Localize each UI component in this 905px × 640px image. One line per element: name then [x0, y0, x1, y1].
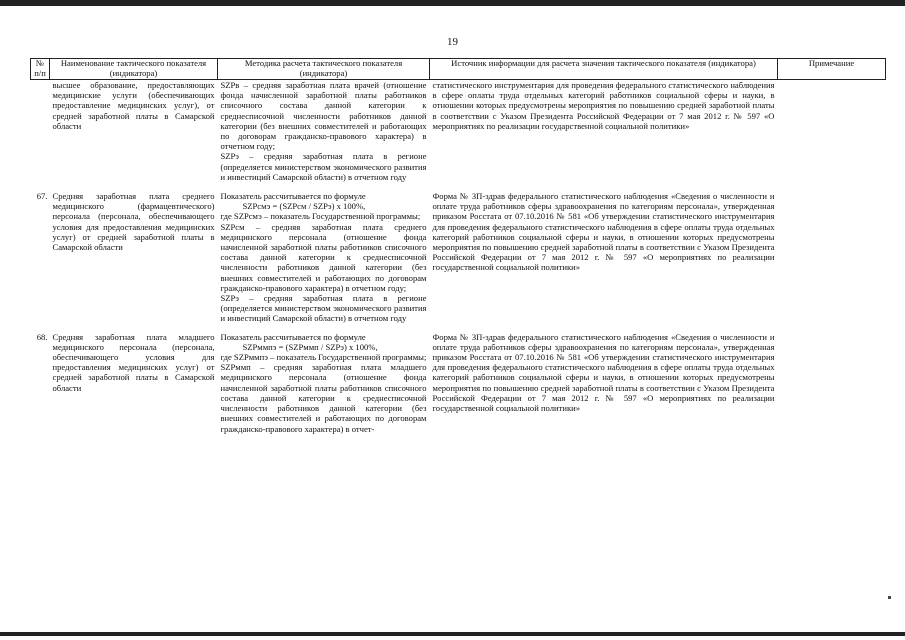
method-paragraph: SZPэ – средняя заработная плата в регионе (определяется министерством экономического развития и инвестиций Самарской области) в отчетном году	[220, 151, 427, 182]
method-paragraph: SZPв – средняя заработная плата врачей (отношение фонда начисленной заработной платы работников списочного состава данной категории к среднесписочной численности работников данной категории (без внешних совместителей и работающих по договорам гражданско-правового характера) в отчетном году;	[220, 80, 427, 152]
source-cell: Форма № ЗП-здрав федерального статистического наблюдения «Сведения о численности и оплате труда работников сферы здравоохранения по категориям персонала», утвержденная приказом Росстата от 07.10.2016 № 581 «Об утверждении статистического инструментария для проведения федерального статистического наблюдения в сфере оплаты труда отдельных категорий работников социальной сферы и науки, в отношении которых предусмотрены мероприятия по повышению средней заработной платы в соответствии с Указом Президента Российской Федерации от 7 мая 2012 г. № 597 «О мероприятиях по реализации государственной социальной политики»	[432, 331, 775, 414]
method-paragraph: Показатель рассчитывается по формуле	[220, 331, 366, 342]
indicator-table-page	[30, 58, 886, 482]
scan-bottom-border	[0, 632, 905, 636]
method-cell-clip	[221, 332, 427, 482]
indicator-table	[30, 58, 886, 482]
source-cell: статистического инструментария для проведения федерального статистического наблюдения в сфере оплаты труда отдельных категорий работников социальной сферы и науки, в отношении которых предусмотрены мероприятия по повышению средней заработной платы в соответствии с Указом Президента Российской Федерации от 7 мая 2012 г. № 597 «О мероприятиях по реализации государственной социальной политики»	[432, 80, 775, 131]
indicator-name: Средняя заработная плата среднего медицинского (фармацевтического) персонала (персонала, обеспечивающего условия для предоставления медицинских услуг) от средней заработной платы в Самарской области	[52, 191, 215, 253]
header-note: Примечание	[778, 59, 886, 80]
formula: SZPммпэ = (SZPммп / SZPэ) x 100%,	[242, 341, 378, 352]
note-cell	[778, 332, 886, 482]
scan-speck	[888, 596, 891, 599]
page-number: 19	[447, 36, 458, 48]
header-method: Методика расчета тактического показателя (индикатора)	[218, 59, 430, 80]
row-num: 67.	[36, 191, 48, 202]
method-cell	[218, 191, 430, 332]
method-paragraph: Показатель рассчитывается по формуле	[220, 191, 366, 202]
note-cell	[778, 80, 886, 192]
row-num: 68.	[36, 331, 48, 342]
source-cell: Форма № ЗП-здрав федерального статистического наблюдения «Сведения о численности и оплате труда работников сферы здравоохранения по категориям персонала», утвержденная приказом Росстата от 07.10.2016 № 581 «Об утверждении статистического инструментария для проведения федерального статистического наблюдения в сфере оплаты труда отдельных категорий работников социальной сферы и науки, в отношении которых предусмотрены мероприятия по повышению средней заработной платы в соответствии с Указом Президента Российской Федерации от 7 мая 2012 г. № 597 «О мероприятиях по реализации государственной социальной политики»	[432, 191, 775, 273]
indicator-name: Средняя заработная плата младшего медицинского персонала (персонала, обеспечивающего условия для предоставления медицинских услуг) от средней заработной платы в Самарской области	[52, 331, 215, 393]
formula: SZPсмэ = (SZPсм / SZPэ) x 100%,	[242, 201, 366, 212]
table-row	[31, 191, 886, 332]
method-paragraph: SZPсм – средняя заработная плата среднего медицинского персонала (отношение фонда начисленной заработной платы работников списочного состава данной категории к среднесписочной численности работников данной категории (без внешних совместителей и работающих по договорам гражданско-правового характера) в отчетном году;	[220, 221, 427, 293]
header-source: Источник информации для расчета значения тактического показателя (индикатора)	[430, 59, 778, 80]
note-cell	[778, 191, 886, 332]
table-row	[31, 332, 886, 482]
method-cell	[218, 80, 430, 192]
scan-top-border	[0, 0, 905, 6]
table-row	[31, 80, 886, 192]
row-num	[31, 80, 50, 192]
method-cell	[218, 332, 430, 482]
table-header-row	[31, 59, 886, 80]
method-paragraph: где SZPммпэ – показатель Государственной программы;	[220, 352, 427, 363]
indicator-name: высшее образование, предоставляющих медицинские услуги (обеспечивающих предоставление медицинских услуг), от средней заработной платы в Самарской области	[52, 80, 215, 131]
method-paragraph: SZPммп – средняя заработная плата младшего медицинского персонала (отношение фонда начисленной заработной платы работников списочного состава данной категории к среднесписочной численности работников данной категории (без внешних совместителей и работающих по договорам гражданско-правового характера) в отчет-	[220, 362, 427, 434]
header-name: Наименование тактического показателя (индикатора)	[50, 59, 218, 80]
header-num: № п/п	[31, 59, 50, 80]
method-paragraph: где SZPсмэ – показатель Государственной программы;	[220, 211, 421, 222]
method-paragraph: SZPэ – средняя заработная плата в регионе (определяется министерством экономического развития и инвестиций Самарской области) в отчетном году	[220, 293, 427, 324]
